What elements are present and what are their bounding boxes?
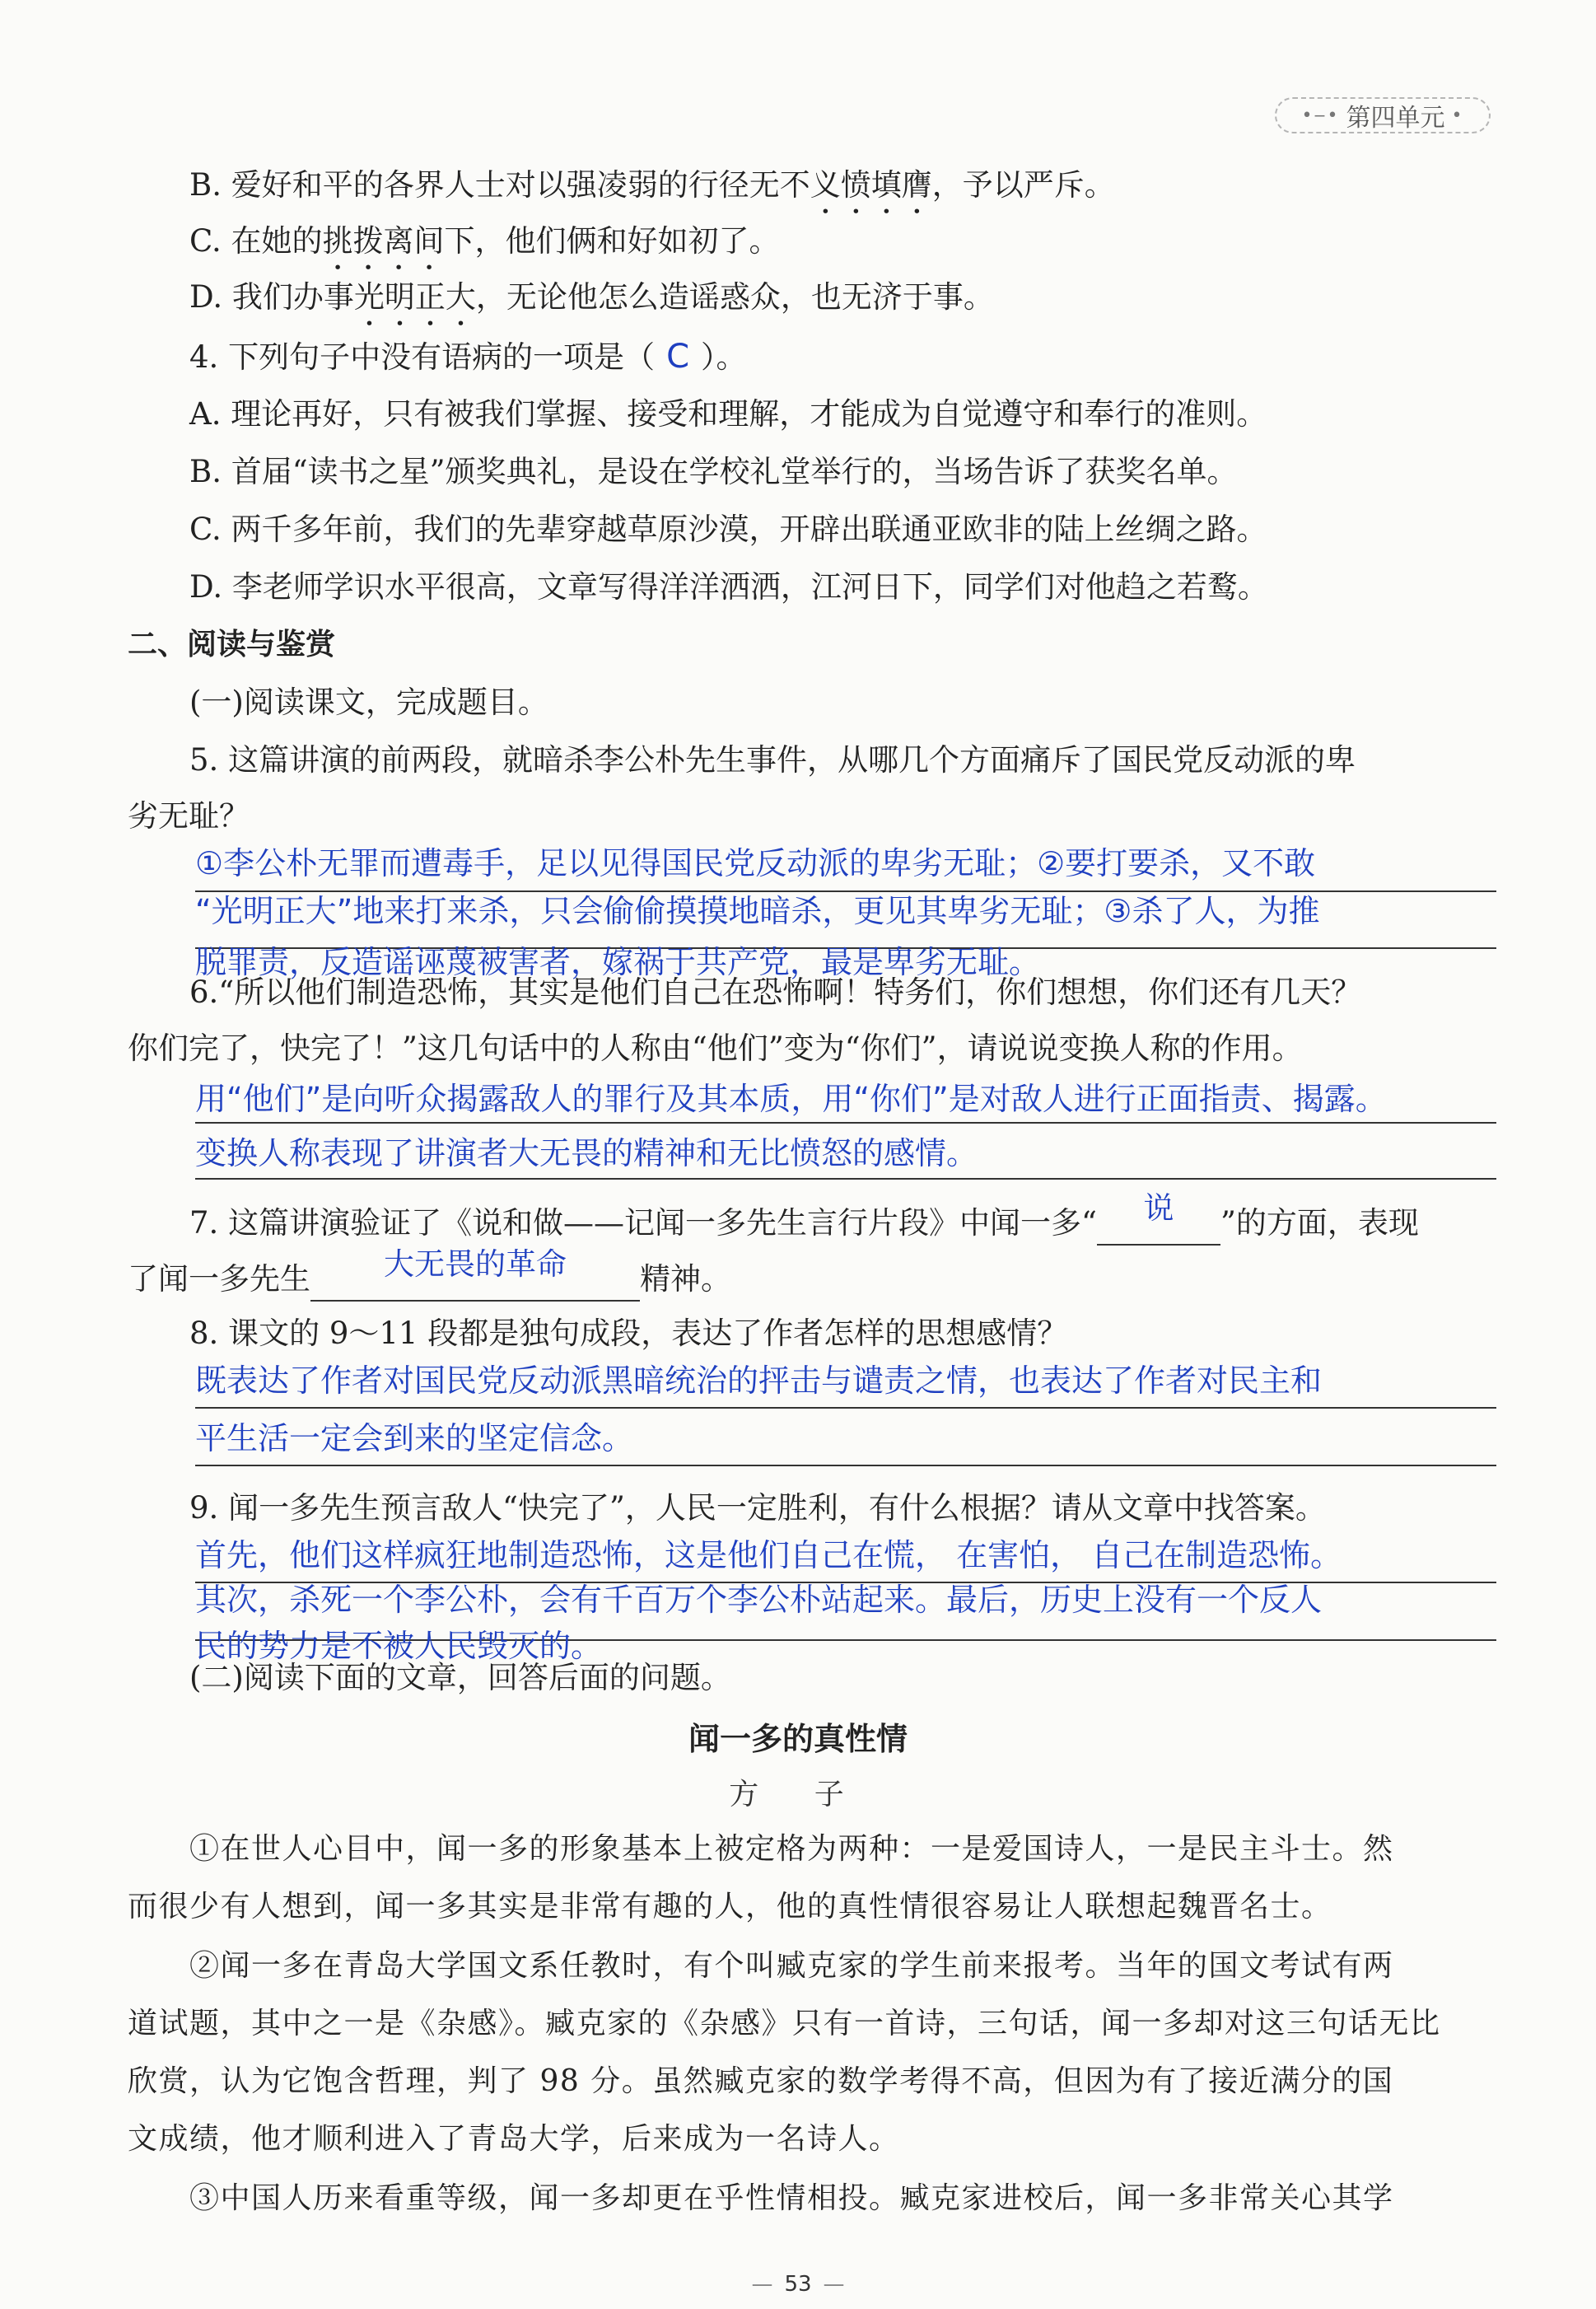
section-sub1: (一)阅读课文，完成题目。 xyxy=(189,685,548,720)
answer-rule xyxy=(195,1122,1496,1124)
page-dash-left: — xyxy=(751,2272,773,2297)
q3-option-c: C. 在她的挑拨离间下，他们俩和好如初了。 xyxy=(189,223,780,259)
page-number: — 53 — xyxy=(751,2272,845,2297)
q6-answer-2: 变换人称表现了讲演者大无畏的精神和无比愤怒的感情。 xyxy=(195,1135,978,1171)
q6-line2: 你们完了，快完了！”这几句话中的人称由“他们”变为“你们”，请说说变换人称的作用。 xyxy=(128,1031,1303,1066)
q5-answer-2: “光明正大”地来打来杀，只会偷偷摸摸地暗杀，更见其卑劣无耻；③杀了人，为推 xyxy=(195,893,1320,929)
article-p2-line1: ②闻一多在青岛大学国文系任教时，有个叫臧克家的学生前来报考。当年的国文考试有两 xyxy=(189,1949,1394,1983)
q7-line2: 了闻一多先生 大无畏的革命 精神。 xyxy=(128,1259,1499,1302)
q8-answer-1: 既表达了作者对国民党反动派黑暗统治的抨击与谴责之情，也表达了作者对民主和 xyxy=(195,1362,1323,1399)
q5-answer-1: ①李公朴无罪而遭毒手，足以见得国民党反动派的卑劣无耻；②要打要杀，又不敢 xyxy=(195,845,1316,881)
q9-answer-3: 民的势力是不被人民毁灭的。 xyxy=(195,1628,603,1664)
q4-option-d: D. 李老师学识水平很高，文章写得洋洋洒洒，江河日下，同学们对他趋之若鹜。 xyxy=(189,569,1268,605)
article-p2-line2: 道试题，其中之一是《杂感》。臧克家的《杂感》只有一首诗，三句话，闻一多却对这三句话无比 xyxy=(128,2007,1441,2040)
q7-line1: 7. 这篇讲演验证了《说和做——记闻一多先生言行片段》中闻一多“ 说 ”的方面，表现 xyxy=(189,1203,1561,1246)
q4-option-a: A. 理论再好，只有被我们掌握、接受和理解，才能成为自觉遵守和奉行的准则。 xyxy=(189,396,1267,432)
q3-option-d: D. 我们办事光明正大，无论他怎么造谣惑众，也无济于事。 xyxy=(189,279,994,315)
article-title: 闻一多的真性情 xyxy=(688,1721,908,1757)
q4-option-b: B. 首届“读书之星”颁奖典礼，是设在学校礼堂举行的，当场告诉了获奖名单。 xyxy=(189,454,1238,489)
page-dash-right: — xyxy=(823,2272,845,2297)
q7-blank-2: 大无畏的革命 xyxy=(310,1259,640,1302)
article-p1-line2: 而很少有人想到，闻一多其实是非常有趣的人，他的真性情很容易让人联想起魏晋名士。 xyxy=(128,1890,1332,1923)
badge-dots-right: • xyxy=(1451,105,1464,126)
article-p3-line1: ③中国人历来看重等级，闻一多却更在乎性情相投。臧克家进校后，闻一多非常关心其学 xyxy=(189,2181,1394,2215)
q7-blank-1: 说 xyxy=(1097,1203,1220,1246)
q5-line1: 5. 这篇讲演的前两段，就暗杀李公朴先生事件，从哪几个方面痛斥了国民党反动派的卑 xyxy=(189,742,1356,778)
q6-answer-1: 用“他们”是向听众揭露敌人的罪行及其本质，用“你们”是对敌人进行正面指责、揭露。 xyxy=(195,1081,1387,1117)
article-p2-line4: 文成绩，他才顺利进入了青岛大学，后来成为一名诗人。 xyxy=(128,2122,900,2156)
q4-answer: C xyxy=(666,338,689,376)
article-p2-line3: 欣赏，认为它饱含哲理，判了 98 分。虽然臧克家的数学考得不高，但因为有了接近满分的国 xyxy=(128,2064,1394,2098)
q8-line1: 8. 课文的 9～11 段都是独句成段，表达了作者怎样的思想感情？ xyxy=(189,1316,1068,1351)
article-author: 方 子 xyxy=(729,1778,867,1811)
article-p1-line1: ①在世人心目中，闻一多的形象基本上被定格为两种：一是爱国诗人，一是民主斗士。然 xyxy=(189,1832,1394,1866)
q5-line2: 劣无耻？ xyxy=(128,798,250,834)
badge-dots-left: •‒• xyxy=(1301,105,1340,126)
q6-line1: 6.“所以他们制造恐怖，其实是他们自己在恐怖啊！特务们，你们想想，你们还有几天？ xyxy=(189,975,1362,1010)
section-heading: 二、阅读与鉴赏 xyxy=(128,628,336,661)
unit-label: 第四单元 xyxy=(1346,104,1445,133)
q3-option-b: B. 爱好和平的各界人士对以强凌弱的行径无不义愤填膺，予以严斥。 xyxy=(189,167,1115,203)
q4-option-c: C. 两千多年前，我们的先辈穿越草原沙漠，开辟出联通亚欧非的陆上丝绸之路。 xyxy=(189,512,1267,547)
q8-answer-2: 平生活一定会到来的坚定信念。 xyxy=(195,1420,634,1456)
q9-answer-2: 其次，杀死一个李公朴，会有千百万个李公朴站起来。最后，历史上没有一个反人 xyxy=(195,1582,1323,1618)
q9-line1: 9. 闻一多先生预言敌人“快完了”，人民一定胜利，有什么根据？请从文章中找答案。 xyxy=(189,1490,1326,1526)
answer-rule xyxy=(195,1407,1496,1409)
section-sub2: (二)阅读下面的文章，回答后面的问题。 xyxy=(189,1660,731,1695)
q9-answer-1: 首先，他们这样疯狂地制造恐怖，这是他们自己在慌， 在害怕， 自己在制造恐怖。 xyxy=(195,1537,1342,1573)
answer-rule xyxy=(195,1465,1496,1466)
answer-rule xyxy=(195,1178,1496,1180)
unit-badge xyxy=(1275,97,1491,133)
q5-answer-3: 脱罪责，反造谣诬蔑被害者，嫁祸于共产党，最是卑劣无耻。 xyxy=(195,944,1041,980)
q4-stem: 4. 下列句子中没有语病的一项是（ C ）。 xyxy=(189,338,747,376)
